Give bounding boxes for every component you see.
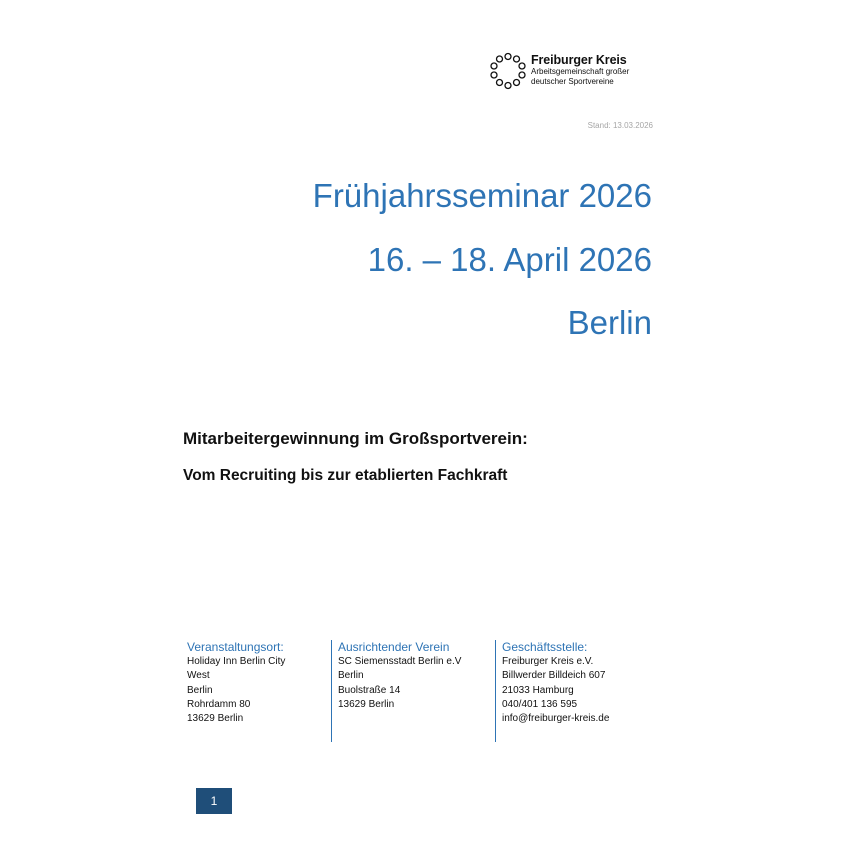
seminar-dates: 16. – 18. April 2026 xyxy=(367,241,652,278)
stand-date: Stand: 13.03.2026 xyxy=(587,121,653,130)
venue-line: Holiday Inn Berlin City xyxy=(187,656,286,667)
office-line: 21033 Hamburg xyxy=(502,684,574,696)
venue-line: Berlin xyxy=(187,684,213,696)
office-phone: 040/401 136 595 xyxy=(502,698,578,710)
logo-name: Freiburger Kreis xyxy=(531,53,627,67)
host-line: 13629 Berlin xyxy=(338,698,395,710)
freiburger-kreis-logo xyxy=(488,52,629,92)
venue-column xyxy=(187,640,327,742)
office-column xyxy=(495,640,672,742)
page-number-badge: 1 xyxy=(196,788,232,814)
host-heading: Ausrichtender Verein xyxy=(338,640,450,654)
venue-line: 13629 Berlin xyxy=(187,713,244,725)
circle-of-dots-logo-icon xyxy=(488,52,528,92)
logo-text xyxy=(531,53,629,87)
topic-subheading: Vom Recruiting bis zur etablierten Fachkraft xyxy=(183,467,508,484)
host-line: Berlin xyxy=(338,670,364,682)
seminar-title: Frühjahrsseminar 2026 xyxy=(312,177,652,214)
topic-heading: Mitarbeitergewinnung im Großsportverein: xyxy=(183,429,528,448)
seminar-city: Berlin xyxy=(567,304,652,341)
host-line: Buolstraße 14 xyxy=(338,684,401,696)
venue-heading: Veranstaltungsort: xyxy=(187,640,284,654)
host-column xyxy=(331,640,498,742)
logo-subtitle-line1: Arbeitsgemeinschaft großer xyxy=(531,67,630,76)
office-email[interactable]: info@freiburger-kreis.de xyxy=(502,713,610,725)
venue-line: West xyxy=(187,670,210,682)
host-line: SC Siemensstadt Berlin e.V xyxy=(338,656,462,667)
logo-subtitle-line2: deutscher Sportvereine xyxy=(531,77,614,86)
office-heading: Geschäftsstelle: xyxy=(502,640,588,654)
venue-line: Rohrdamm 80 xyxy=(187,698,251,710)
office-line: Freiburger Kreis e.V. xyxy=(502,656,594,667)
office-line: Billwerder Billdeich 607 xyxy=(502,670,606,682)
